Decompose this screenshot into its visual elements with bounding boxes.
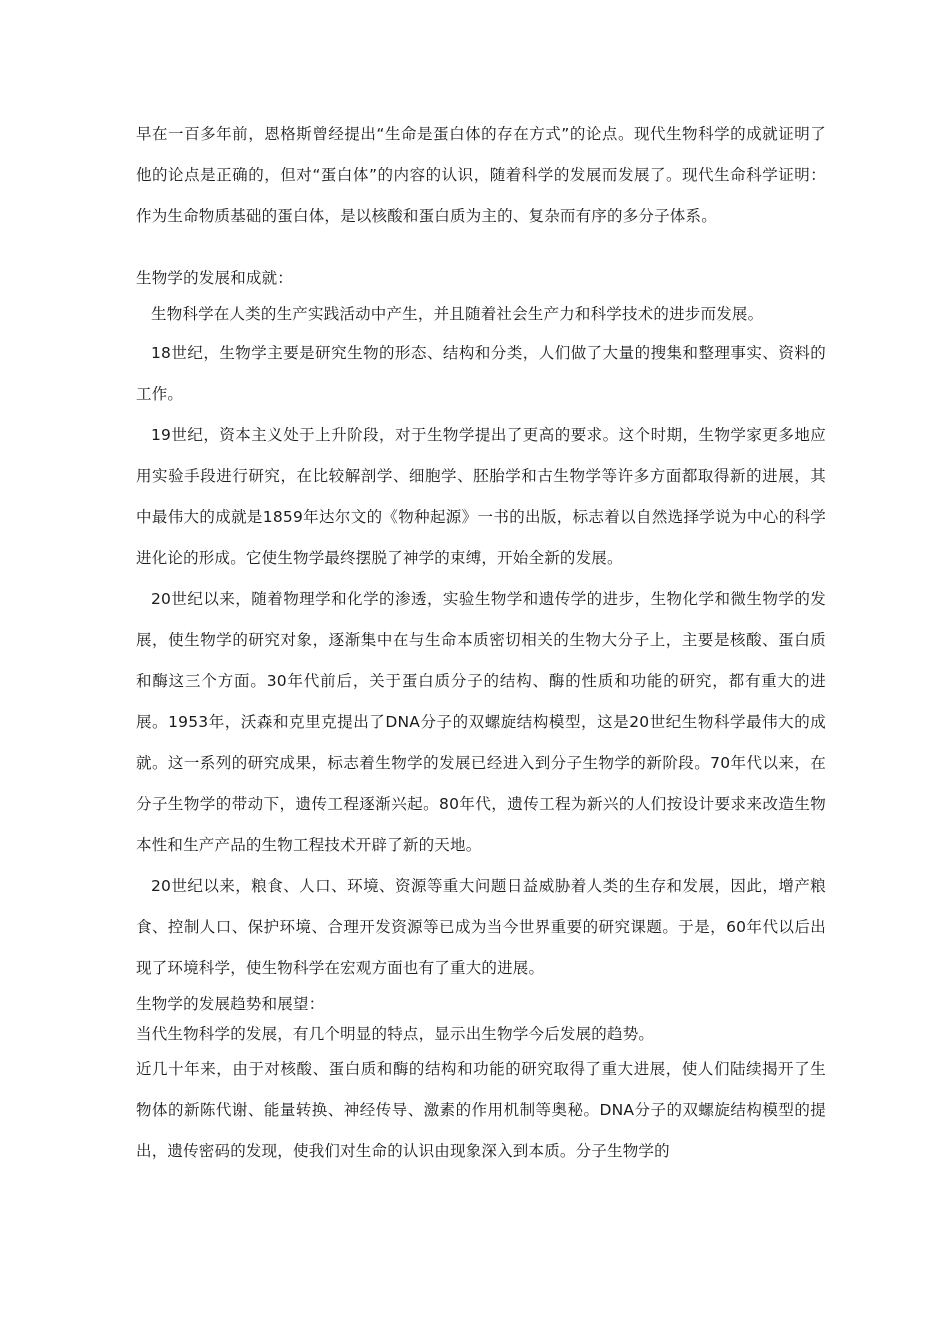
intro-paragraph: 早在一百多年前，恩格斯曾经提出“生命是蛋白体的存在方式”的论点。现代生物科学的成就证明了他的论点是正确的，但对“蛋白体”的内容的认识，随着科学的发展而发展了。现代生命科学证明：作为生命物质基础的蛋白体，是以核酸和蛋白质为主的、复杂而有序的多分子体系。 — [136, 125, 826, 225]
paragraph-20th-century-environment: 20世纪以来，粮食、人口、环境、资源等重大问题日益威胁着人类的生存和发展，因此，增产粮食、控制人口、保护环境、合理开发资源等已成为当今世界重要的研究课题。于是，60年代以后出现了环境科学，使生物科学在宏观方面也有了重大的进展。 — [136, 877, 826, 977]
section-heading-trends: 生物学的发展趋势和展望： — [136, 995, 325, 1013]
paragraph-origin: 生物科学在人类的生产实践活动中产生，并且随着社会生产力和科学技术的进步而发展。 — [151, 305, 764, 323]
document-body — [136, 114, 826, 1172]
section-heading-achievements: 生物学的发展和成就： — [136, 269, 294, 287]
paragraph-19th-century: 19世纪，资本主义处于上升阶段，对于生物学提出了更高的要求。这个时期，生物学家更多地应用实验手段进行研究，在比较解剖学、细胞学、胚胎学和古生物学等许多方面都取得新的进展，其中最伟大的成就是1859年达尔文的《物种起源》一书的出版，标志着以自然选择学说为中心的科学进化论的形成。它使生物学最终摆脱了神学的束缚，开始全新的发展。 — [136, 426, 826, 567]
paragraph-18th-century: 18世纪，生物学主要是研究生物的形态、结构和分类，人们做了大量的搜集和整理事实、资料的工作。 — [136, 344, 826, 403]
paragraph-20th-century-molecular: 20世纪以来，随着物理学和化学的渗透，实验生物学和遗传学的进步，生物化学和微生物学的发展，使生物学的研究对象，逐渐集中在与生命本质密切相关的生物大分子上，主要是核酸、蛋白质和酶这三个方面。30年代前后，关于蛋白质分子的结构、酶的性质和功能的研究，都有重大的进展。1953年，沃森和克里克提出了DNA分子的双螺旋结构模型，这是20世纪生物科学最伟大的成就。这一系列的研究成果，标志着生物学的发展已经进入到分子生物学的新阶段。70年代以来，在分子生物学的带动下，遗传工程逐渐兴起。80年代，遗传工程为新兴的人们按设计要求来改造生物本性和生产产品的生物工程技术开辟了新的天地。 — [136, 590, 826, 854]
paragraph-trends-intro: 当代生物科学的发展，有几个明显的特点，显示出生物学今后发展的趋势。 — [136, 1025, 655, 1043]
paragraph-recent-decades: 近几十年来，由于对核酸、蛋白质和酶的结构和功能的研究取得了重大进展，使人们陆续揭开了生物体的新陈代谢、能量转换、神经传导、激素的作用机制等奥秘。DNA分子的双螺旋结构模型的提出，遗传密码的发现，使我们对生命的认识由现象深入到本质。分子生物学的 — [136, 1060, 826, 1160]
